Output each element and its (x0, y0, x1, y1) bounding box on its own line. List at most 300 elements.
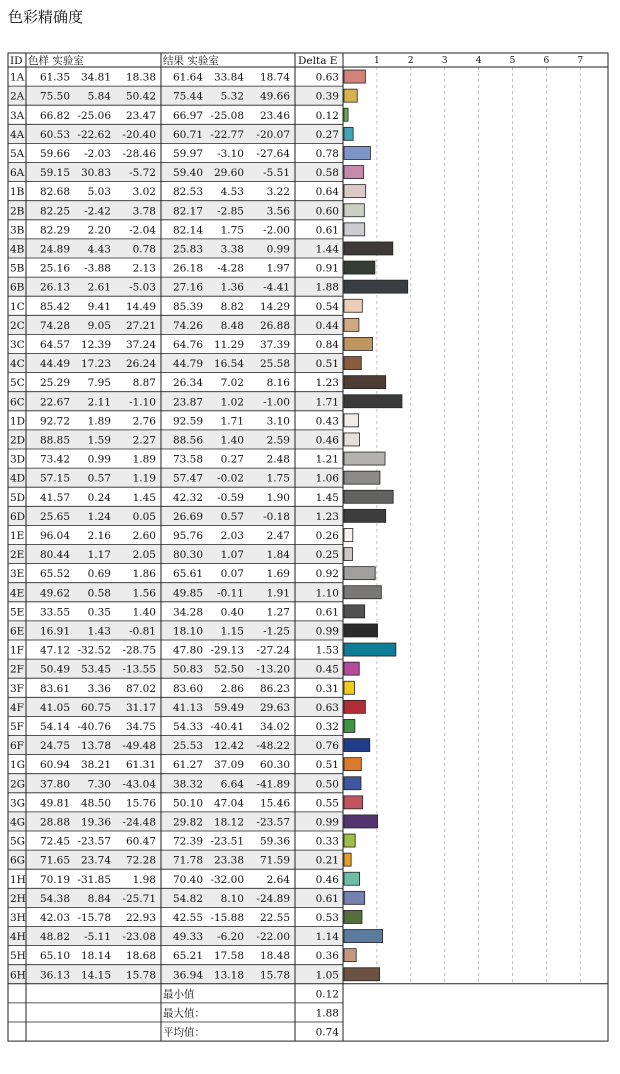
result-lab-value: 3.56 (266, 205, 290, 218)
sample-lab-value: 13.78 (80, 740, 111, 753)
sample-lab-value: 8.87 (132, 377, 156, 390)
sample-lab-value: 0.57 (87, 472, 111, 485)
sample-lab-value: 3.02 (132, 186, 156, 199)
delta-e-value: 0.61 (315, 606, 339, 619)
sample-lab-value: 48.50 (80, 797, 111, 810)
delta-e-bar (344, 815, 378, 828)
result-lab-value: -24.89 (256, 892, 290, 905)
result-lab-value: 23.38 (213, 854, 244, 867)
result-lab-value: 71.59 (259, 854, 290, 867)
result-lab-value: 1.90 (266, 491, 290, 504)
row-id: 5C (10, 377, 25, 390)
delta-e-bar (344, 949, 356, 962)
row-id: 4C (10, 358, 25, 371)
delta-e-bar (344, 490, 393, 503)
result-lab-value: 92.59 (172, 415, 203, 428)
row-id: 6E (10, 625, 25, 638)
result-lab-value: -20.07 (256, 128, 290, 141)
result-lab-value: -0.59 (217, 491, 244, 504)
sample-lab-value: 82.25 (39, 205, 70, 218)
result-lab-value: 18.48 (259, 950, 290, 963)
sample-lab-value: 54.14 (39, 720, 70, 733)
sample-lab-value: 2.11 (87, 396, 111, 409)
result-lab-value: 72.39 (172, 835, 203, 848)
sample-lab-value: -28.75 (122, 644, 156, 657)
sample-lab-value: 70.19 (39, 873, 70, 886)
result-lab-value: 1.97 (266, 262, 290, 275)
header-sample-lab: 色样 实验室 (28, 55, 84, 67)
delta-e-value: 0.50 (315, 778, 339, 791)
delta-e-bar (344, 414, 359, 427)
result-lab-value: 59.40 (172, 167, 203, 180)
result-lab-value: 61.64 (172, 71, 203, 84)
row-id: 3E (10, 568, 25, 581)
sample-lab-value: 73.42 (39, 453, 70, 466)
row-id: 5A (10, 147, 25, 160)
sample-lab-value: -2.42 (84, 205, 111, 218)
delta-e-value: 0.32 (315, 720, 339, 733)
result-lab-value: 8.10 (220, 892, 244, 905)
row-id: 3D (10, 453, 26, 466)
sample-lab-value: 75.50 (39, 90, 70, 103)
delta-e-value: 0.45 (315, 663, 339, 676)
result-lab-value: -27.24 (256, 644, 290, 657)
delta-e-value: 0.84 (315, 338, 339, 351)
sample-lab-value: 25.29 (39, 377, 70, 390)
result-lab-value: -23.51 (210, 835, 244, 848)
delta-e-bar (344, 567, 375, 580)
delta-e-value: 0.78 (315, 147, 339, 160)
row-id: 1B (10, 186, 25, 199)
delta-e-value: 0.51 (315, 358, 339, 371)
result-lab-value: 65.21 (172, 950, 203, 963)
x-tick-label: 5 (509, 56, 516, 66)
delta-e-value: 1.14 (315, 931, 339, 944)
sample-lab-value: 64.57 (39, 338, 70, 351)
result-lab-value: 2.86 (220, 682, 244, 695)
row-id: 6D (10, 510, 26, 523)
result-lab-value: -5.51 (263, 167, 290, 180)
result-lab-value: 17.58 (213, 950, 244, 963)
delta-e-value: 0.99 (315, 625, 339, 638)
delta-e-value: 0.60 (315, 205, 339, 218)
result-lab-value: 83.60 (172, 682, 203, 695)
sample-lab-value: 15.78 (125, 969, 156, 982)
result-lab-value: 16.54 (213, 358, 244, 371)
delta-e-bar (344, 357, 361, 370)
sample-lab-value: -3.88 (84, 262, 111, 275)
sample-lab-value: 1.43 (87, 625, 111, 638)
row-id: 6A (10, 167, 25, 180)
result-lab-value: 59.97 (172, 147, 203, 160)
sample-lab-value: 72.45 (39, 835, 70, 848)
row-id: 1F (10, 644, 24, 657)
sample-lab-value: 2.27 (132, 434, 156, 447)
sample-lab-value: 3.36 (87, 682, 111, 695)
sample-lab-value: 1.24 (87, 510, 111, 523)
sample-lab-value: 87.02 (125, 682, 156, 695)
result-lab-value: -48.22 (256, 740, 290, 753)
result-lab-value: 5.32 (220, 90, 244, 103)
sample-lab-value: 22.67 (39, 396, 70, 409)
summary-label: 最小值 (163, 988, 195, 1001)
summary-value: 0.74 (315, 1026, 339, 1039)
result-lab-value: 23.87 (172, 396, 203, 409)
sample-lab-value: 60.53 (39, 128, 70, 141)
result-lab-value: -29.13 (210, 644, 244, 657)
sample-lab-value: 50.49 (39, 663, 70, 676)
delta-e-bar (344, 108, 348, 121)
delta-e-value: 0.46 (315, 873, 339, 886)
sample-lab-value: 60.94 (39, 759, 70, 772)
x-tick-label: 2 (407, 56, 414, 66)
result-lab-value: 11.29 (213, 338, 244, 351)
result-lab-value: 36.94 (172, 969, 203, 982)
result-lab-value: 0.07 (220, 568, 244, 581)
delta-e-value: 1.21 (315, 453, 339, 466)
delta-e-bar (344, 70, 365, 83)
sample-lab-value: -5.11 (84, 931, 111, 944)
result-lab-value: 50.83 (172, 663, 203, 676)
result-lab-value: 86.23 (259, 682, 290, 695)
sample-lab-value: 0.78 (132, 243, 156, 256)
result-lab-value: 27.16 (172, 281, 203, 294)
sample-lab-value: 59.15 (39, 167, 70, 180)
result-lab-value: 15.78 (259, 969, 290, 982)
delta-e-bar (344, 910, 362, 923)
delta-e-value: 0.27 (315, 128, 339, 141)
result-lab-value: -2.85 (217, 205, 244, 218)
sample-lab-value: 24.89 (39, 243, 70, 256)
delta-e-value: 1.88 (315, 281, 339, 294)
result-lab-value: 1.07 (220, 549, 244, 562)
x-tick-label: 4 (475, 56, 482, 66)
result-lab-value: 1.69 (266, 568, 290, 581)
result-lab-value: 18.12 (213, 816, 244, 829)
delta-e-value: 0.46 (315, 434, 339, 447)
delta-e-bar (344, 395, 402, 408)
delta-e-value: 0.63 (315, 71, 339, 84)
sample-lab-value: 2.61 (87, 281, 111, 294)
delta-e-value: 0.44 (315, 319, 339, 332)
sample-lab-value: 5.03 (87, 186, 111, 199)
header-delta-e: Delta E (298, 55, 338, 67)
delta-e-bar (344, 242, 393, 255)
result-lab-value: 3.10 (266, 415, 290, 428)
result-lab-value: 2.03 (220, 529, 244, 542)
sample-lab-value: -23.57 (77, 835, 111, 848)
x-tick-label: 7 (577, 56, 584, 66)
delta-e-bar (344, 146, 370, 159)
sample-lab-value: 41.05 (39, 701, 70, 714)
result-lab-value: 0.27 (220, 453, 244, 466)
row-id: 5E (10, 606, 25, 619)
sample-lab-value: 34.81 (80, 71, 111, 84)
delta-e-bar (344, 376, 386, 389)
sample-lab-value: -24.48 (122, 816, 156, 829)
delta-e-value: 1.23 (315, 510, 339, 523)
delta-e-value: 0.36 (315, 950, 339, 963)
sample-lab-value: 88.85 (39, 434, 70, 447)
delta-e-bar (344, 719, 355, 732)
delta-e-bar (344, 930, 383, 943)
sample-lab-value: 82.29 (39, 224, 70, 237)
result-lab-value: 1.75 (220, 224, 244, 237)
result-lab-value: 1.91 (266, 587, 290, 600)
sample-lab-value: -25.71 (122, 892, 156, 905)
row-id: 5G (10, 835, 26, 848)
result-lab-value: 7.02 (220, 377, 244, 390)
sample-lab-value: 60.75 (80, 701, 111, 714)
sample-lab-value: 26.13 (39, 281, 70, 294)
result-lab-value: -3.10 (217, 147, 244, 160)
row-id: 3C (10, 338, 25, 351)
delta-e-value: 0.25 (315, 549, 339, 562)
delta-e-value: 0.58 (315, 167, 339, 180)
result-lab-value: 26.69 (172, 510, 203, 523)
result-lab-value: -22.77 (210, 128, 244, 141)
result-lab-value: 33.84 (213, 71, 244, 84)
sample-lab-value: 16.91 (39, 625, 70, 638)
delta-e-bar (344, 127, 353, 140)
row-id: 1A (10, 71, 25, 84)
row-id: 3H (10, 911, 26, 924)
sample-lab-value: 61.31 (125, 759, 156, 772)
sample-lab-value: -15.78 (77, 911, 111, 924)
result-lab-value: 3.22 (266, 186, 290, 199)
summary-value: 0.12 (315, 988, 339, 1001)
delta-e-value: 0.64 (315, 186, 339, 199)
delta-e-value: 0.61 (315, 892, 339, 905)
sample-lab-value: -23.08 (122, 931, 156, 944)
sample-lab-value: 33.55 (39, 606, 70, 619)
sample-lab-value: 48.82 (39, 931, 70, 944)
sample-lab-value: 1.45 (132, 491, 156, 504)
result-lab-value: 61.27 (172, 759, 203, 772)
result-lab-value: -13.20 (256, 663, 290, 676)
sample-lab-value: 1.19 (132, 472, 156, 485)
delta-e-value: 1.06 (315, 472, 339, 485)
delta-e-value: 0.51 (315, 759, 339, 772)
result-lab-value: 34.28 (172, 606, 203, 619)
result-lab-value: 1.40 (220, 434, 244, 447)
result-lab-value: 52.50 (213, 663, 244, 676)
row-id: 1E (10, 529, 25, 542)
sample-lab-value: 53.45 (80, 663, 111, 676)
sample-lab-value: 4.43 (87, 243, 111, 256)
delta-e-bar (344, 89, 357, 102)
sample-lab-value: 66.82 (39, 109, 70, 122)
result-lab-value: -1.25 (263, 625, 290, 638)
row-id: 4H (10, 931, 26, 944)
result-lab-value: 38.32 (172, 778, 203, 791)
sample-lab-value: 38.21 (80, 759, 111, 772)
sample-lab-value: 37.24 (125, 338, 156, 351)
result-lab-value: -22.00 (256, 931, 290, 944)
result-lab-value: -32.00 (210, 873, 244, 886)
sample-lab-value: 80.44 (39, 549, 70, 562)
sample-lab-value: 1.89 (132, 453, 156, 466)
result-lab-value: 75.44 (172, 90, 203, 103)
sample-lab-value: 26.24 (125, 358, 156, 371)
delta-e-bar (344, 452, 385, 465)
delta-e-value: 1.05 (315, 969, 339, 982)
sample-lab-value: 0.69 (87, 568, 111, 581)
result-lab-value: -23.57 (256, 816, 290, 829)
sample-lab-value: 1.59 (87, 434, 111, 447)
x-tick-label: 1 (374, 56, 380, 66)
row-id: 3G (10, 797, 26, 810)
result-lab-value: 60.30 (259, 759, 290, 772)
row-id: 2H (10, 892, 26, 905)
sample-lab-value: 31.17 (125, 701, 156, 714)
sample-lab-value: 12.39 (80, 338, 111, 351)
sample-lab-value: -31.85 (77, 873, 111, 886)
result-lab-value: 74.26 (172, 319, 203, 332)
delta-e-bar (344, 433, 360, 446)
sample-lab-value: 2.13 (132, 262, 156, 275)
sample-lab-value: 23.47 (125, 109, 156, 122)
sample-lab-value: 9.41 (87, 300, 111, 313)
sample-lab-value: 7.95 (87, 377, 111, 390)
result-lab-value: 44.79 (172, 358, 203, 371)
sample-lab-value: 25.65 (39, 510, 70, 523)
sample-lab-value: 44.49 (39, 358, 70, 371)
sample-lab-value: 1.98 (132, 873, 156, 886)
result-lab-value: 15.46 (259, 797, 290, 810)
row-id: 4F (10, 701, 24, 714)
delta-e-bar (344, 337, 372, 350)
delta-e-bar (344, 624, 378, 637)
sample-lab-value: 65.10 (39, 950, 70, 963)
sample-lab-value: 2.60 (132, 529, 156, 542)
result-lab-value: 0.40 (220, 606, 244, 619)
sample-lab-value: 83.61 (39, 682, 70, 695)
row-id: 6F (10, 740, 24, 753)
summary-value: 1.88 (315, 1007, 339, 1020)
sample-lab-value: -25.06 (77, 109, 111, 122)
sample-lab-value: 18.14 (80, 950, 111, 963)
delta-e-value: 1.53 (315, 644, 339, 657)
sample-lab-value: 1.86 (132, 568, 156, 581)
result-lab-value: 42.32 (172, 491, 203, 504)
result-lab-value: 14.29 (259, 300, 290, 313)
sample-lab-value: 61.35 (39, 71, 70, 84)
result-lab-value: 26.18 (172, 262, 203, 275)
result-lab-value: 64.76 (172, 338, 203, 351)
row-id: 4B (10, 243, 25, 256)
result-lab-value: 82.17 (172, 205, 203, 218)
result-lab-value: -0.11 (217, 587, 244, 600)
result-lab-value: 13.18 (213, 969, 244, 982)
x-tick-label: 3 (441, 56, 448, 66)
delta-e-value: 0.26 (315, 529, 339, 542)
sample-lab-value: 82.68 (39, 186, 70, 199)
sample-lab-value: 0.35 (87, 606, 111, 619)
sample-lab-value: 2.05 (132, 549, 156, 562)
result-lab-value: 59.36 (259, 835, 290, 848)
result-lab-value: -40.41 (210, 720, 244, 733)
sample-lab-value: 14.49 (125, 300, 156, 313)
delta-e-bar (344, 509, 386, 522)
sample-lab-value: 8.84 (87, 892, 111, 905)
sample-lab-value: 18.68 (125, 950, 156, 963)
header-id: ID (10, 55, 23, 67)
result-lab-value: 8.48 (220, 319, 244, 332)
sample-lab-value: 2.16 (87, 529, 111, 542)
delta-e-bar (344, 318, 359, 331)
delta-e-bar (344, 777, 361, 790)
result-lab-value: 59.49 (213, 701, 244, 714)
sample-lab-value: 14.15 (80, 969, 111, 982)
sample-lab-value: 1.56 (132, 587, 156, 600)
delta-e-value: 0.21 (315, 854, 339, 867)
page-title: 色彩精确度 (8, 8, 84, 26)
sample-lab-value: 3.78 (132, 205, 156, 218)
sample-lab-value: 0.99 (87, 453, 111, 466)
result-lab-value: -25.08 (210, 109, 244, 122)
result-lab-value: 88.56 (172, 434, 203, 447)
sample-lab-value: 17.23 (80, 358, 111, 371)
result-lab-value: 1.36 (220, 281, 244, 294)
result-lab-value: 47.04 (213, 797, 244, 810)
delta-e-value: 0.31 (315, 682, 339, 695)
result-lab-value: -41.89 (256, 778, 290, 791)
delta-e-value: 0.63 (315, 701, 339, 714)
row-id: 4E (10, 587, 25, 600)
result-lab-value: 54.33 (172, 720, 203, 733)
delta-e-value: 0.54 (315, 300, 339, 313)
x-tick-label: 6 (543, 56, 550, 66)
sample-lab-value: -43.04 (122, 778, 156, 791)
result-lab-value: 2.48 (266, 453, 290, 466)
sample-lab-value: 23.74 (80, 854, 111, 867)
row-id: 2B (10, 205, 25, 218)
row-id: 2A (10, 90, 25, 103)
result-lab-value: 22.55 (259, 911, 290, 924)
sample-lab-value: 42.03 (39, 911, 70, 924)
result-lab-value: 6.64 (220, 778, 244, 791)
result-lab-value: 34.02 (259, 720, 290, 733)
sample-lab-value: 71.65 (39, 854, 70, 867)
sample-lab-value: -0.81 (129, 625, 156, 638)
sample-lab-value: 7.30 (87, 778, 111, 791)
sample-lab-value: -2.04 (129, 224, 156, 237)
row-id: 3A (10, 109, 25, 122)
delta-e-bar (344, 662, 359, 675)
delta-e-bar (344, 299, 362, 312)
delta-e-bar (344, 586, 381, 599)
result-lab-value: 23.46 (259, 109, 290, 122)
result-lab-value: 37.09 (213, 759, 244, 772)
header-result-lab: 结果 实验室 (163, 55, 219, 67)
row-id: 4A (10, 128, 25, 141)
sample-lab-value: 30.83 (80, 167, 111, 180)
result-lab-value: 49.66 (259, 90, 290, 103)
row-id: 6G (10, 854, 26, 867)
result-lab-value: 42.55 (172, 911, 203, 924)
sample-lab-value: 27.21 (125, 319, 156, 332)
sample-lab-value: 24.75 (39, 740, 70, 753)
sample-lab-value: -13.55 (122, 663, 156, 676)
result-lab-value: 66.97 (172, 109, 203, 122)
result-lab-value: -0.02 (217, 472, 244, 485)
result-lab-value: 25.83 (172, 243, 203, 256)
row-id: 3F (10, 682, 24, 695)
delta-e-bar (344, 872, 360, 885)
sample-lab-value: 60.47 (125, 835, 156, 848)
result-lab-value: -1.00 (263, 396, 290, 409)
